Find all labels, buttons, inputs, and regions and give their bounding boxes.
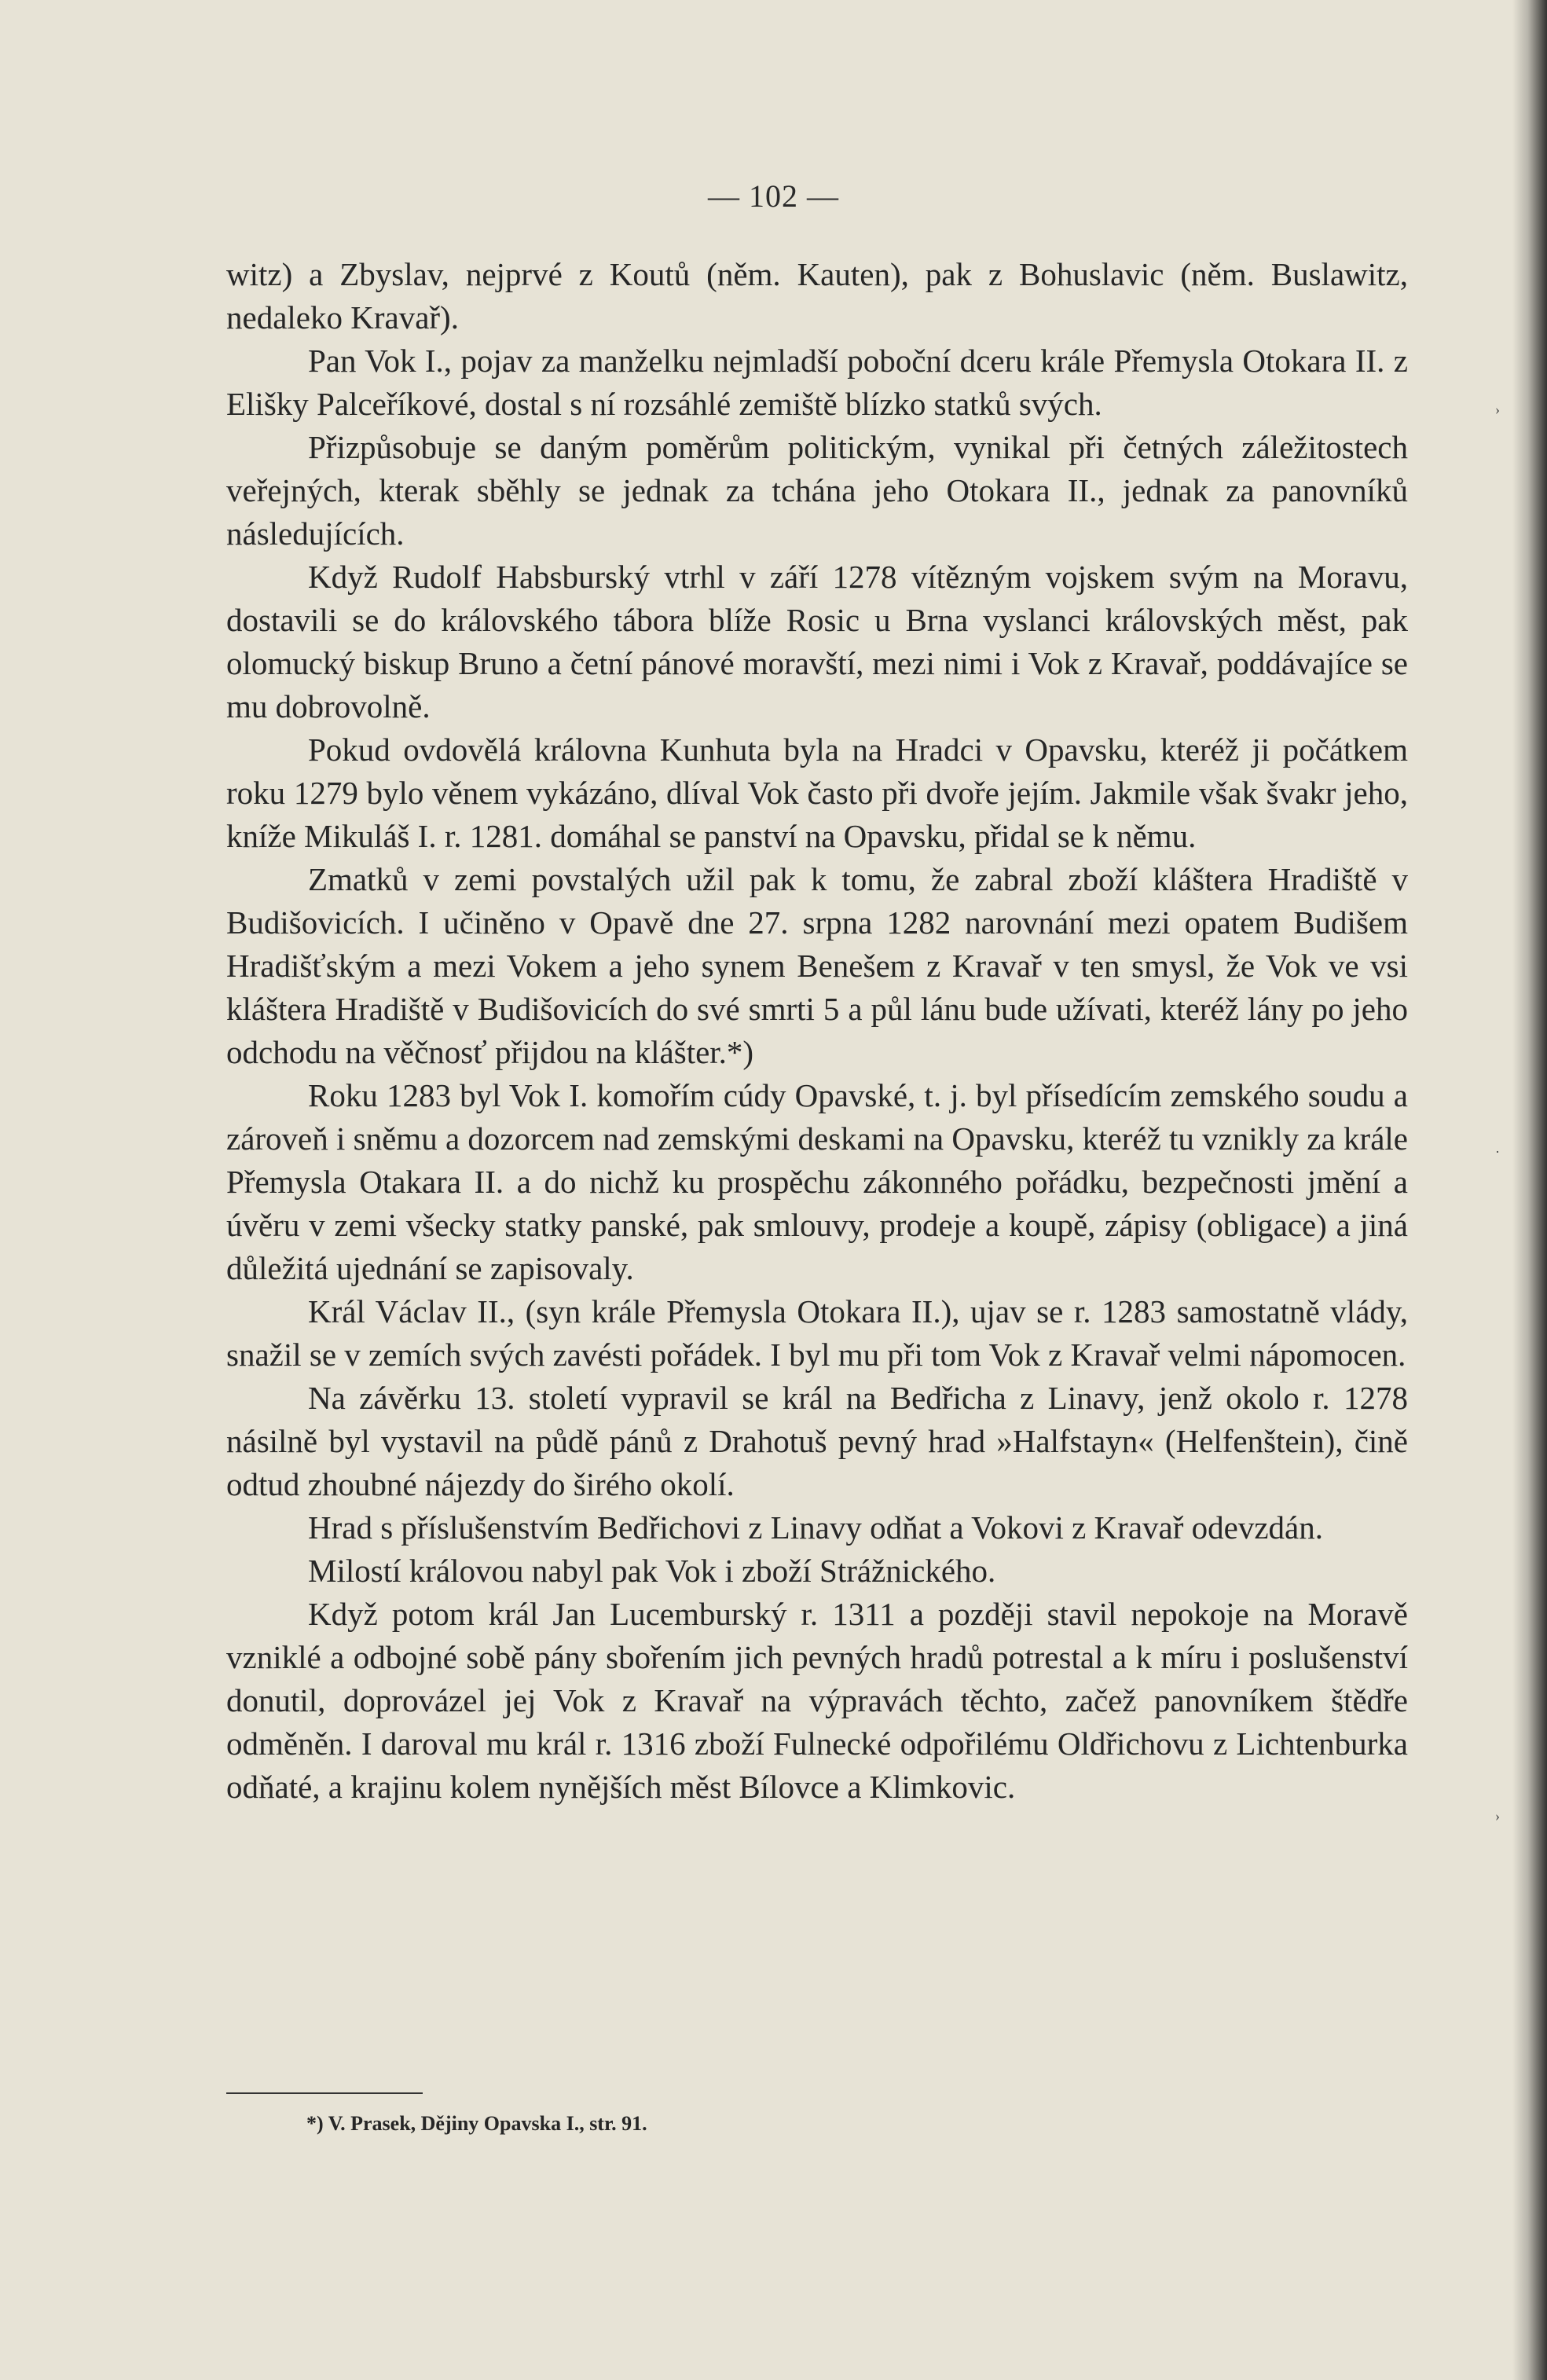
edge-mark-icon: · xyxy=(1495,1144,1500,1160)
footnote-rule xyxy=(226,2092,423,2094)
paragraph: Když Rudolf Habsburský vtrhl v září 1278 vítězným vojskem svým na Moravu, dostavili se do královského tábora blíže Rosic u Brna vyslanci královských měst, pak olomucký biskup Bruno a četní pánové moravští, mezi nimi i Vok z Kravař, poddávajíce se mu dobrovolně. xyxy=(226,559,1408,724)
paragraph: Přizpůsobuje se daným poměrům politickým, vynikal při četných záležitostech veřejných, kterak sběhly se jednak za tchána jeho Otokara II., jednak za panovníků následujících. xyxy=(226,429,1408,552)
paragraph: Hrad s příslušenstvím Bedřichovi z Linavy odňat a Vokovi z Kravař odevzdán. xyxy=(308,1509,1323,1546)
page-number: — 102 — xyxy=(708,178,839,214)
paragraph: witz) a Zbyslav, nejprvé z Koutů (něm. Kauten), pak z Bohuslavic (něm. Buslawitz, nedaleko Kravař). xyxy=(226,256,1408,336)
paragraph: Na závěrku 13. století vypravil se král na Bedřicha z Linavy, jenž okolo r. 1278 násilně byl vystavil na půdě pánů z Drahotuš pevný hrad »Halfstayn« (Helfenštein), čině odtud zhoubné nájezdy do širého okolí. xyxy=(226,1380,1408,1502)
paragraph: Milostí královou nabyl pak Vok i zboží Strážnického. xyxy=(308,1553,996,1589)
paragraph: Pokud ovdovělá královna Kunhuta byla na Hradci v Opavsku, kteréž ji počátkem roku 1279 bylo věnem vykázáno, dlíval Vok často při dvoře jejím. Jakmile však švakr jeho, kníže Mikuláš I. r. 1281. domáhal se panství na Opavsku, přidal se k němu. xyxy=(226,732,1408,854)
edge-mark-icon: › xyxy=(1495,1808,1500,1824)
paragraph: Zmatků v zemi povstalých užil pak k tomu, že zabral zboží kláštera Hradiště v Budišovicích. I učiněno v Opavě dne 27. srpna 1282 narovnání mezi opatem Budišem Hradišťským a mezi Vokem a jeho synem Benešem z Kravař v ten smysl, že Vok ve vsi kláštera Hradiště v Budišovicích do své smrti 5 a půl lánu bude užívati, kteréž lány po jeho odchodu na věčnosť přijdou na klášter.*) xyxy=(226,861,1408,1070)
paragraph: Král Václav II., (syn krále Přemysla Otokara II.), ujav se r. 1283 samostatně vlády, snažil se v zemích svých zavésti pořádek. I byl mu při tom Vok z Kravař velmi nápomocen. xyxy=(226,1293,1408,1373)
footnote: *) V. Prasek, Dějiny Opavska I., str. 91. xyxy=(306,2112,647,2135)
edge-mark-icon: › xyxy=(1495,402,1500,417)
page-edge-shadow xyxy=(1512,0,1547,2380)
paragraph: Když potom král Jan Lucemburský r. 1311 a později stavil nepokoje na Moravě vzniklé a odbojné sobě pány sbořením jich pevných hradů potrestal a k míru i poslušenství donutil, doprovázel jej Vok z Kravař na výpravách těchto, začež panovníkem štědře odměněn. I daroval mu král r. 1316 zboží Fulnecké odpořilému Oldřichovu z Lichtenburka odňaté, a krajinu kolem nynějších měst Bílovce a Klimkovic. xyxy=(226,1596,1408,1805)
paragraph: Pan Vok I., pojav za manželku nejmladší poboční dceru krále Přemysla Otokara II. z Elišky Palceříkové, dostal s ní rozsáhlé zemiště blízko statků svých. xyxy=(226,343,1408,422)
paragraph: Roku 1283 byl Vok I. komořím cúdy Opavské, t. j. byl přísedícím zemského soudu a zároveň i sněmu a dozorcem nad zemskými deskami na Opavsku, kteréž tu vznikly za krále Přemysla Otakara II. a do nichž ku prospěchu zákonného pořádku, bezpečnosti jmění a úvěru v zemi všecky statky panské, pak smlouvy, prodeje a koupě, zápisy (obligace) a jiná důležitá ujednání se zapisovaly. xyxy=(226,1077,1408,1286)
body-text xyxy=(226,253,1408,1809)
